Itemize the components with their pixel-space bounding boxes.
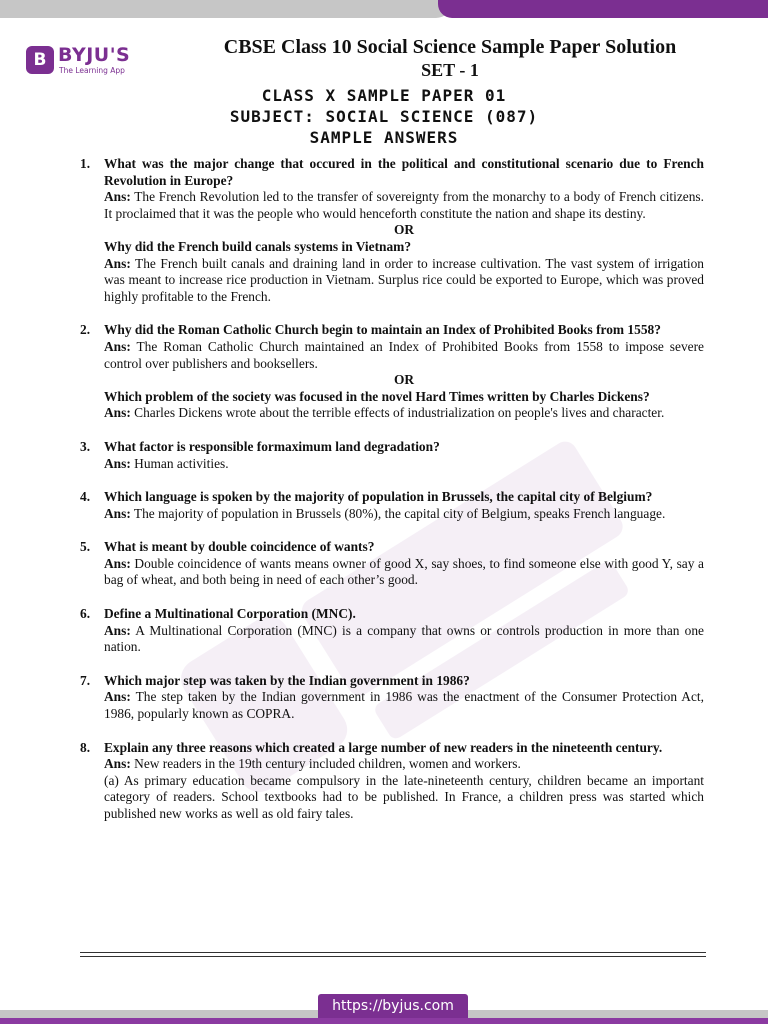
question-item-3 xyxy=(80,439,704,472)
question-text: Define a Multinational Corporation (MNC). xyxy=(104,606,356,622)
alt-answer-text xyxy=(104,405,704,422)
answer-body: The step taken by the Indian government in 1986 was the enactment of the Consumer Protection Act, 1986, popularly known as COPRA. xyxy=(104,689,704,722)
answer-body: The majority of population in Brussels (80%), the capital city of Belgium, speaks French language. xyxy=(130,505,666,521)
answer-body: The French Revolution led to the transfer of sovereignty from the monarchy to a body of French citizens. It proclaimed that it was the people who would henceforth constitute the nation and shape its destiny. xyxy=(104,189,704,221)
answer-label: Ans: xyxy=(104,689,131,705)
answer-label: Ans: xyxy=(104,189,131,205)
alt-answer-text xyxy=(104,256,704,306)
question-item-6 xyxy=(80,606,704,656)
top-banner-purple xyxy=(438,0,768,18)
question-number: 5. xyxy=(80,539,91,555)
answer-label: Ans: xyxy=(104,405,131,421)
answers-line: SAMPLE ANSWERS xyxy=(309,128,459,147)
answer-text xyxy=(104,456,704,473)
answer-text xyxy=(104,189,704,222)
question-item-2 xyxy=(80,322,704,422)
set-label: SET - 1 xyxy=(421,60,479,80)
answer-text xyxy=(104,506,704,523)
answer-text xyxy=(104,756,704,773)
question-text: Why did the Roman Catholic Church begin to maintain an Index of Prohibited Books from 1558? xyxy=(104,322,661,338)
question-item-4 xyxy=(80,489,704,522)
top-banner-gray xyxy=(0,0,452,18)
answer-text xyxy=(104,689,704,722)
question-item-8 xyxy=(80,740,704,823)
subject-line: SUBJECT: SOCIAL SCIENCE (087) xyxy=(229,107,539,126)
answer-label: Ans: xyxy=(104,756,131,772)
question-item-1 xyxy=(80,156,704,305)
question-text: Explain any three reasons which created a large number of new readers in the nineteenth century. xyxy=(104,739,663,755)
question-number: 1. xyxy=(80,156,91,171)
answer-label: Ans: xyxy=(104,455,131,471)
or-separator: OR xyxy=(393,372,415,388)
question-number: 3. xyxy=(80,438,91,454)
answer-text xyxy=(104,556,704,589)
answer-body: Double coincidence of wants means owner of good X, say shoes, to find someone else with good Y, say a bag of wheat, and both being in need of each other’s good. xyxy=(104,555,704,588)
question-number: 2. xyxy=(80,322,91,338)
question-number: 8. xyxy=(80,739,91,755)
alt-question-text: Which problem of the society was focused in the novel Hard Times written by Charles Dickens? xyxy=(104,388,650,404)
logo-tagline: The Learning App xyxy=(59,66,125,75)
footer-divider-top xyxy=(80,952,706,953)
answers-content xyxy=(80,156,704,840)
question-text: What is meant by double coincidence of wants? xyxy=(104,539,375,555)
answer-text xyxy=(104,623,704,656)
question-number: 4. xyxy=(80,489,91,505)
answer-extra-text: (a) As primary education became compulsory in the late-nineteenth century, children became an important category of readers. School textbooks had to be published. In France, a children press was started which published new works as well as old fairy tales. xyxy=(104,772,704,821)
answer-body: The Roman Catholic Church maintained an Index of Prohibited Books from 1558 to impose severe control over publishers and booksellers. xyxy=(104,338,704,371)
byjus-logo xyxy=(26,44,138,78)
answer-text xyxy=(104,339,704,372)
question-text: Which language is spoken by the majority of population in Brussels, the capital city of Belgium? xyxy=(104,489,653,505)
alt-question-text: Why did the French build canals systems in Vietnam? xyxy=(104,238,412,254)
document-title: CBSE Class 10 Social Science Sample Paper Solution xyxy=(223,36,677,58)
footer-url-link[interactable]: https://byjus.com xyxy=(318,994,468,1018)
alt-answer-body: The French built canals and draining land in order to increase cultivation. The vast system of irrigation was meant to increase rice production in Vietnam. Surplus rice could be exported to Europe, which was proved highly profitable to the French. xyxy=(104,255,704,304)
answer-label: Ans: xyxy=(104,255,131,271)
top-banner xyxy=(0,0,768,18)
class-line: CLASS X SAMPLE PAPER 01 xyxy=(261,86,507,105)
answer-label: Ans: xyxy=(104,622,131,638)
alt-answer-body: Charles Dickens wrote about the terrible effects of industrialization on people's lives and character. xyxy=(130,405,665,421)
question-text: What was the major change that occured in the political and constitutional scenario due to French Revolution in Europe? xyxy=(104,156,704,188)
or-separator: OR xyxy=(393,222,415,238)
answer-body: Human activities. xyxy=(130,455,229,471)
answer-label: Ans: xyxy=(104,505,131,521)
question-text: What factor is responsible formaximum land degradation? xyxy=(104,438,440,454)
logo-mark: B xyxy=(26,46,54,74)
answer-label: Ans: xyxy=(104,338,131,354)
question-item-7 xyxy=(80,673,704,723)
question-text: Which major step was taken by the Indian government in 1986? xyxy=(104,672,470,688)
question-number: 7. xyxy=(80,672,91,688)
question-item-5 xyxy=(80,539,704,589)
logo-name: BYJU'S xyxy=(58,44,131,66)
answer-body: A Multinational Corporation (MNC) is a company that owns or controls production in more than one nation. xyxy=(104,622,704,655)
answer-body: New readers in the 19th century included children, women and workers. xyxy=(130,756,521,772)
answer-label: Ans: xyxy=(104,555,131,571)
footer-divider-bottom xyxy=(80,956,706,957)
bottom-banner-purple xyxy=(0,1018,768,1024)
question-number: 6. xyxy=(80,606,91,622)
